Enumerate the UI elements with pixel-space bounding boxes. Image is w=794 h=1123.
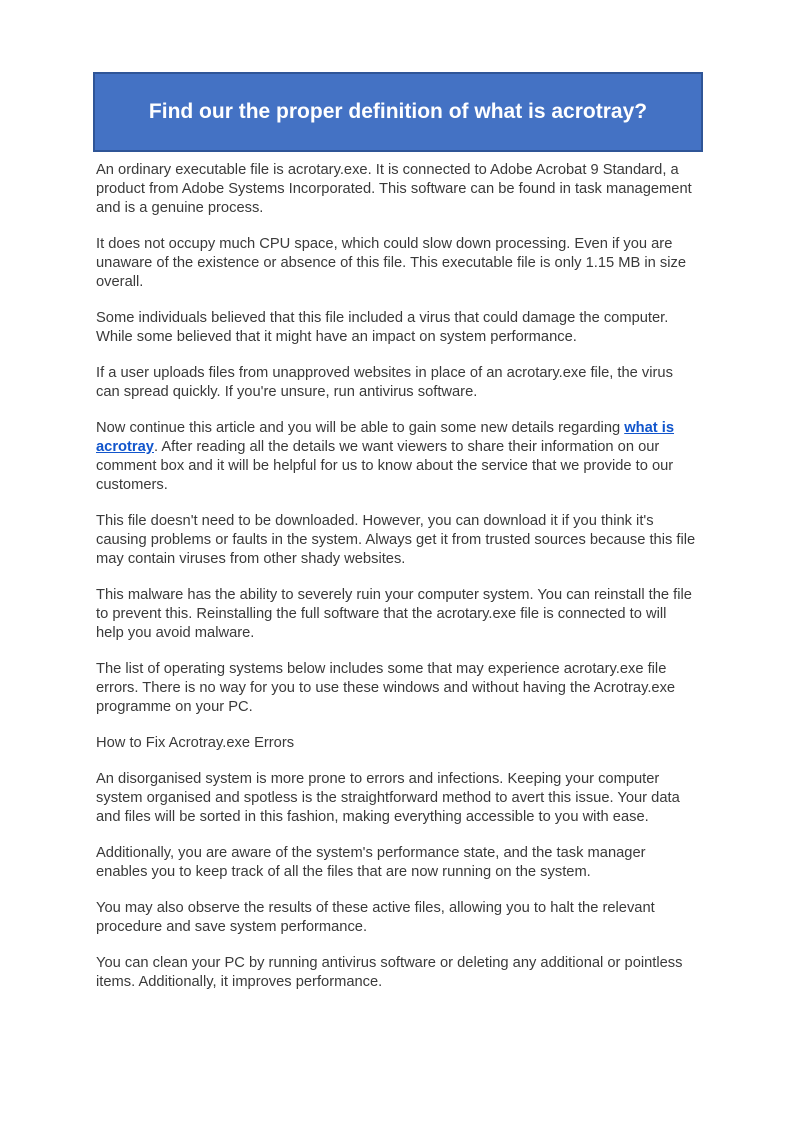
paragraph: This file doesn't need to be downloaded. However, you can download it if you think it's causing problems or faults in the system. Always get it from trusted sources because this file may contain viruses from other shady websites. xyxy=(96,513,696,567)
paragraph-with-link xyxy=(96,419,697,495)
paragraph: An disorganised system is more prone to errors and infections. Keeping your computer system organised and spotless is the straightforward method to avert this issue. Your data and files will be sorted in this fashion, making everything accessible to you with ease. xyxy=(96,771,680,825)
section-heading: How to Fix Acrotray.exe Errors xyxy=(96,735,295,751)
paragraph-text: . After reading all the details we want viewers to share their information on our comment box and it will be helpful for us to know about the service that we provide to our customers. xyxy=(96,439,674,493)
page-title: Find our the proper definition of what is acrotray? xyxy=(148,100,648,124)
title-banner xyxy=(93,72,703,152)
paragraph: The list of operating systems below includes some that may experience acrotary.exe file errors. There is no way for you to use these windows and without having the Acrotray.exe programme on your PC. xyxy=(96,661,676,715)
paragraph-text: Now continue this article and you will be able to gain some new details regarding xyxy=(96,420,625,436)
paragraph: It does not occupy much CPU space, which could slow down processing. Even if you are unaware of the existence or absence of this file. This executable file is only 1.15 MB in size overall. xyxy=(96,236,686,290)
paragraph: Additionally, you are aware of the system's performance state, and the task manager enables you to keep track of all the files that are now running on the system. xyxy=(96,845,646,880)
paragraph: You may also observe the results of these active files, allowing you to halt the relevant procedure and save system performance. xyxy=(96,900,655,935)
article-body xyxy=(96,161,697,1009)
paragraph: This malware has the ability to severely ruin your computer system. You can reinstall the file to prevent this. Reinstalling the full software that the acrotary.exe file is connected to will help you avoid malware. xyxy=(96,587,692,641)
paragraph: Some individuals believed that this file included a virus that could damage the computer. While some believed that it might have an impact on system performance. xyxy=(96,310,669,345)
paragraph: You can clean your PC by running antivirus software or deleting any additional or pointless items. Additionally, it improves performance. xyxy=(96,955,683,990)
paragraph: An ordinary executable file is acrotary.exe. It is connected to Adobe Acrobat 9 Standard, a product from Adobe Systems Incorporated. This software can be found in task management and is a genuine process. xyxy=(96,162,692,216)
what-is-acrotray-link[interactable]: what is acrotray xyxy=(96,420,675,455)
paragraph: If a user uploads files from unapproved websites in place of an acrotary.exe file, the virus can spread quickly. If you're unsure, run antivirus software. xyxy=(96,365,673,400)
